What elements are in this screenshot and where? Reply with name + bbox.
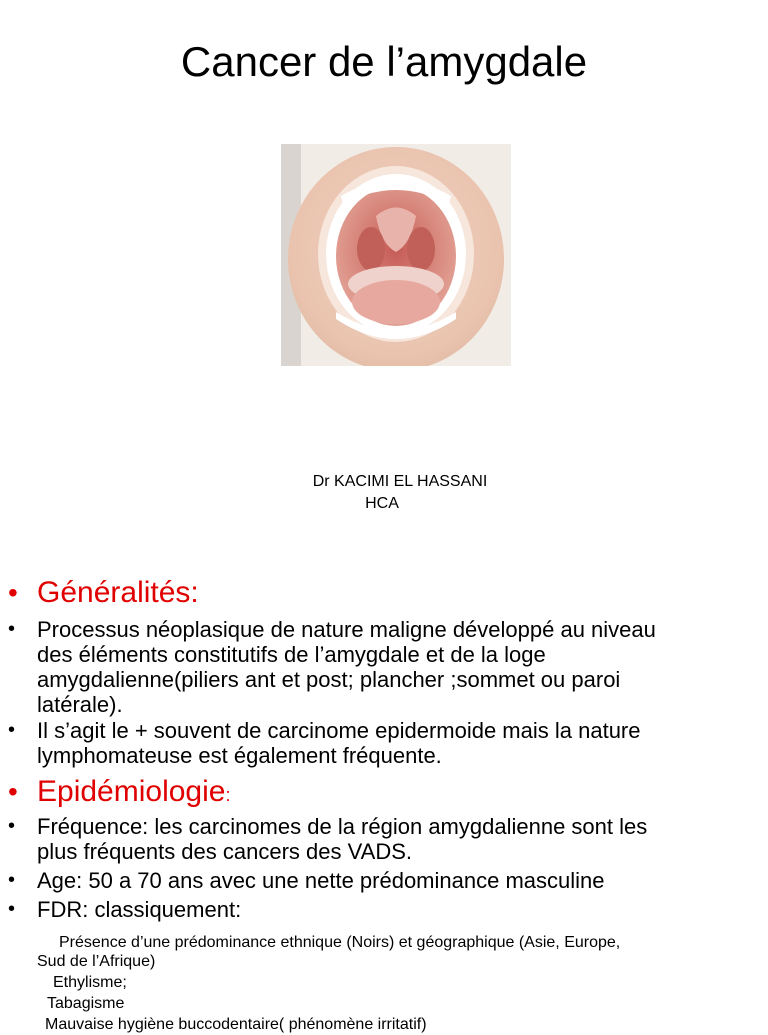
bullet-icon: •: [8, 577, 18, 608]
fdr-detail-line: Mauvaise hygiène buccodentaire( phénomène irritatif): [45, 1016, 427, 1033]
list-item-text: Processus néoplasique de nature maligne développé au niveau des éléments constitutifs de l’amygdale et de la loge amygdalienne(piliers ant et post; plancher ;sommet ou paroi latérale).: [37, 617, 656, 717]
fdr-detail-line: Ethylisme;: [53, 974, 127, 991]
bullet-icon: •: [8, 776, 18, 807]
author-organization: HCA: [365, 495, 399, 512]
heading-text: Généralités:: [37, 576, 199, 609]
heading-text: Epidémiologie:: [37, 775, 231, 808]
list-item-text: Il s’agit le + souvent de carcinome epidermoide mais la nature lymphomateuse est également fréquente.: [37, 718, 641, 768]
list-item: [8, 814, 763, 864]
section-heading-epidemiologie: [8, 775, 763, 812]
list-item-text: Age: 50 a 70 ans avec une nette prédominance masculine: [37, 868, 605, 893]
fdr-detail-line: Sud de l’Afrique): [37, 953, 156, 970]
bullet-icon: •: [8, 618, 16, 640]
list-item: [8, 617, 763, 717]
bullet-icon: •: [8, 869, 16, 891]
list-item-text: Fréquence: les carcinomes de la région amygdalienne sont les plus fréquents des cancers des VADS.: [37, 814, 648, 864]
section-heading-generalites: [8, 576, 763, 610]
list-item-text: FDR: classiquement:: [37, 897, 242, 922]
list-item: [8, 897, 763, 922]
open-mouth-photo: [281, 144, 511, 366]
fdr-detail-line: Tabagisme: [47, 995, 125, 1012]
list-item: [8, 718, 763, 768]
bullet-icon: •: [8, 815, 16, 837]
bullet-icon: •: [8, 719, 16, 741]
bullet-icon: •: [8, 898, 16, 920]
list-item: [8, 868, 763, 893]
fdr-detail-line: Présence d’une prédominance ethnique (Noirs) et géographique (Asie, Europe,: [59, 934, 621, 951]
page-title: Cancer de l’amygdale: [180, 38, 588, 85]
author-name: Dr KACIMI EL HASSANI: [312, 473, 488, 490]
mouth-photo-icon: [281, 144, 511, 366]
